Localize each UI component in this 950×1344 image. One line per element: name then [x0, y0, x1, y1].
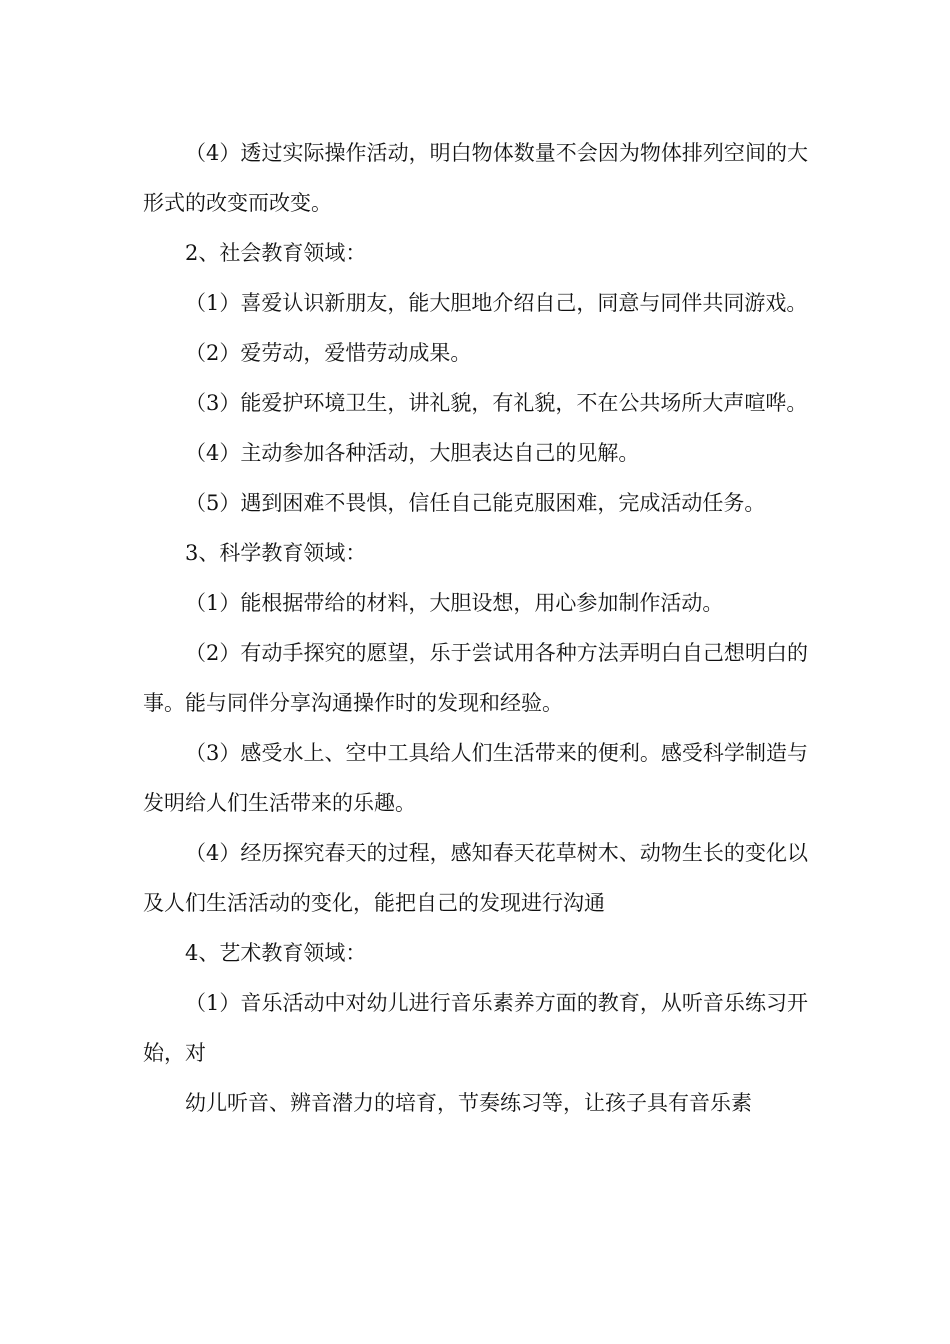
paragraph-sub-4-quantity: （4）透过实际操作活动，明白物体数量不会因为物体排列空间的大形式的改变而改变。: [143, 141, 808, 215]
paragraph-science-3: （3）感受水上、空中工具给人们生活带来的便利。感受科学制造与发明给人们生活带来的乐趣。: [143, 741, 808, 815]
heading-science-education: 3、科学教育领域：: [185, 541, 367, 565]
paragraph-social-3: （3）能爱护环境卫生，讲礼貌，有礼貌，不在公共场所大声喧哗。: [185, 391, 808, 415]
paragraph-social-5: （5）遇到困难不畏惧，信任自己能克服困难，完成活动任务。: [185, 491, 766, 515]
paragraph-science-1: （1）能根据带给的材料，大胆设想，用心参加制作活动。: [185, 591, 724, 615]
document-body: [143, 128, 808, 1128]
paragraph-science-4: （4）经历探究春天的过程，感知春天花草树木、动物生长的变化以及人们生活活动的变化，能把自己的发现进行沟通: [143, 841, 808, 915]
paragraph-social-2: （2）爱劳动，爱惜劳动成果。: [185, 341, 472, 365]
paragraph-art-1: （1）音乐活动中对幼儿进行音乐素养方面的教育，从听音乐练习开始，对: [143, 991, 808, 1065]
paragraph-art-1-continued: 幼儿听音、辨音潜力的培育，节奏练习等，让孩子具有音乐素: [185, 1091, 752, 1115]
paragraph-social-4: （4）主动参加各种活动，大胆表达自己的见解。: [185, 441, 640, 465]
heading-art-education: 4、艺术教育领域：: [185, 941, 367, 965]
paragraph-social-1: （1）喜爱认识新朋友，能大胆地介绍自己，同意与同伴共同游戏。: [185, 291, 808, 315]
paragraph-science-2: （2）有动手探究的愿望，乐于尝试用各种方法弄明白自己想明白的事。能与同伴分享沟通操作时的发现和经验。: [143, 641, 808, 715]
heading-social-education: 2、社会教育领域：: [185, 241, 367, 265]
